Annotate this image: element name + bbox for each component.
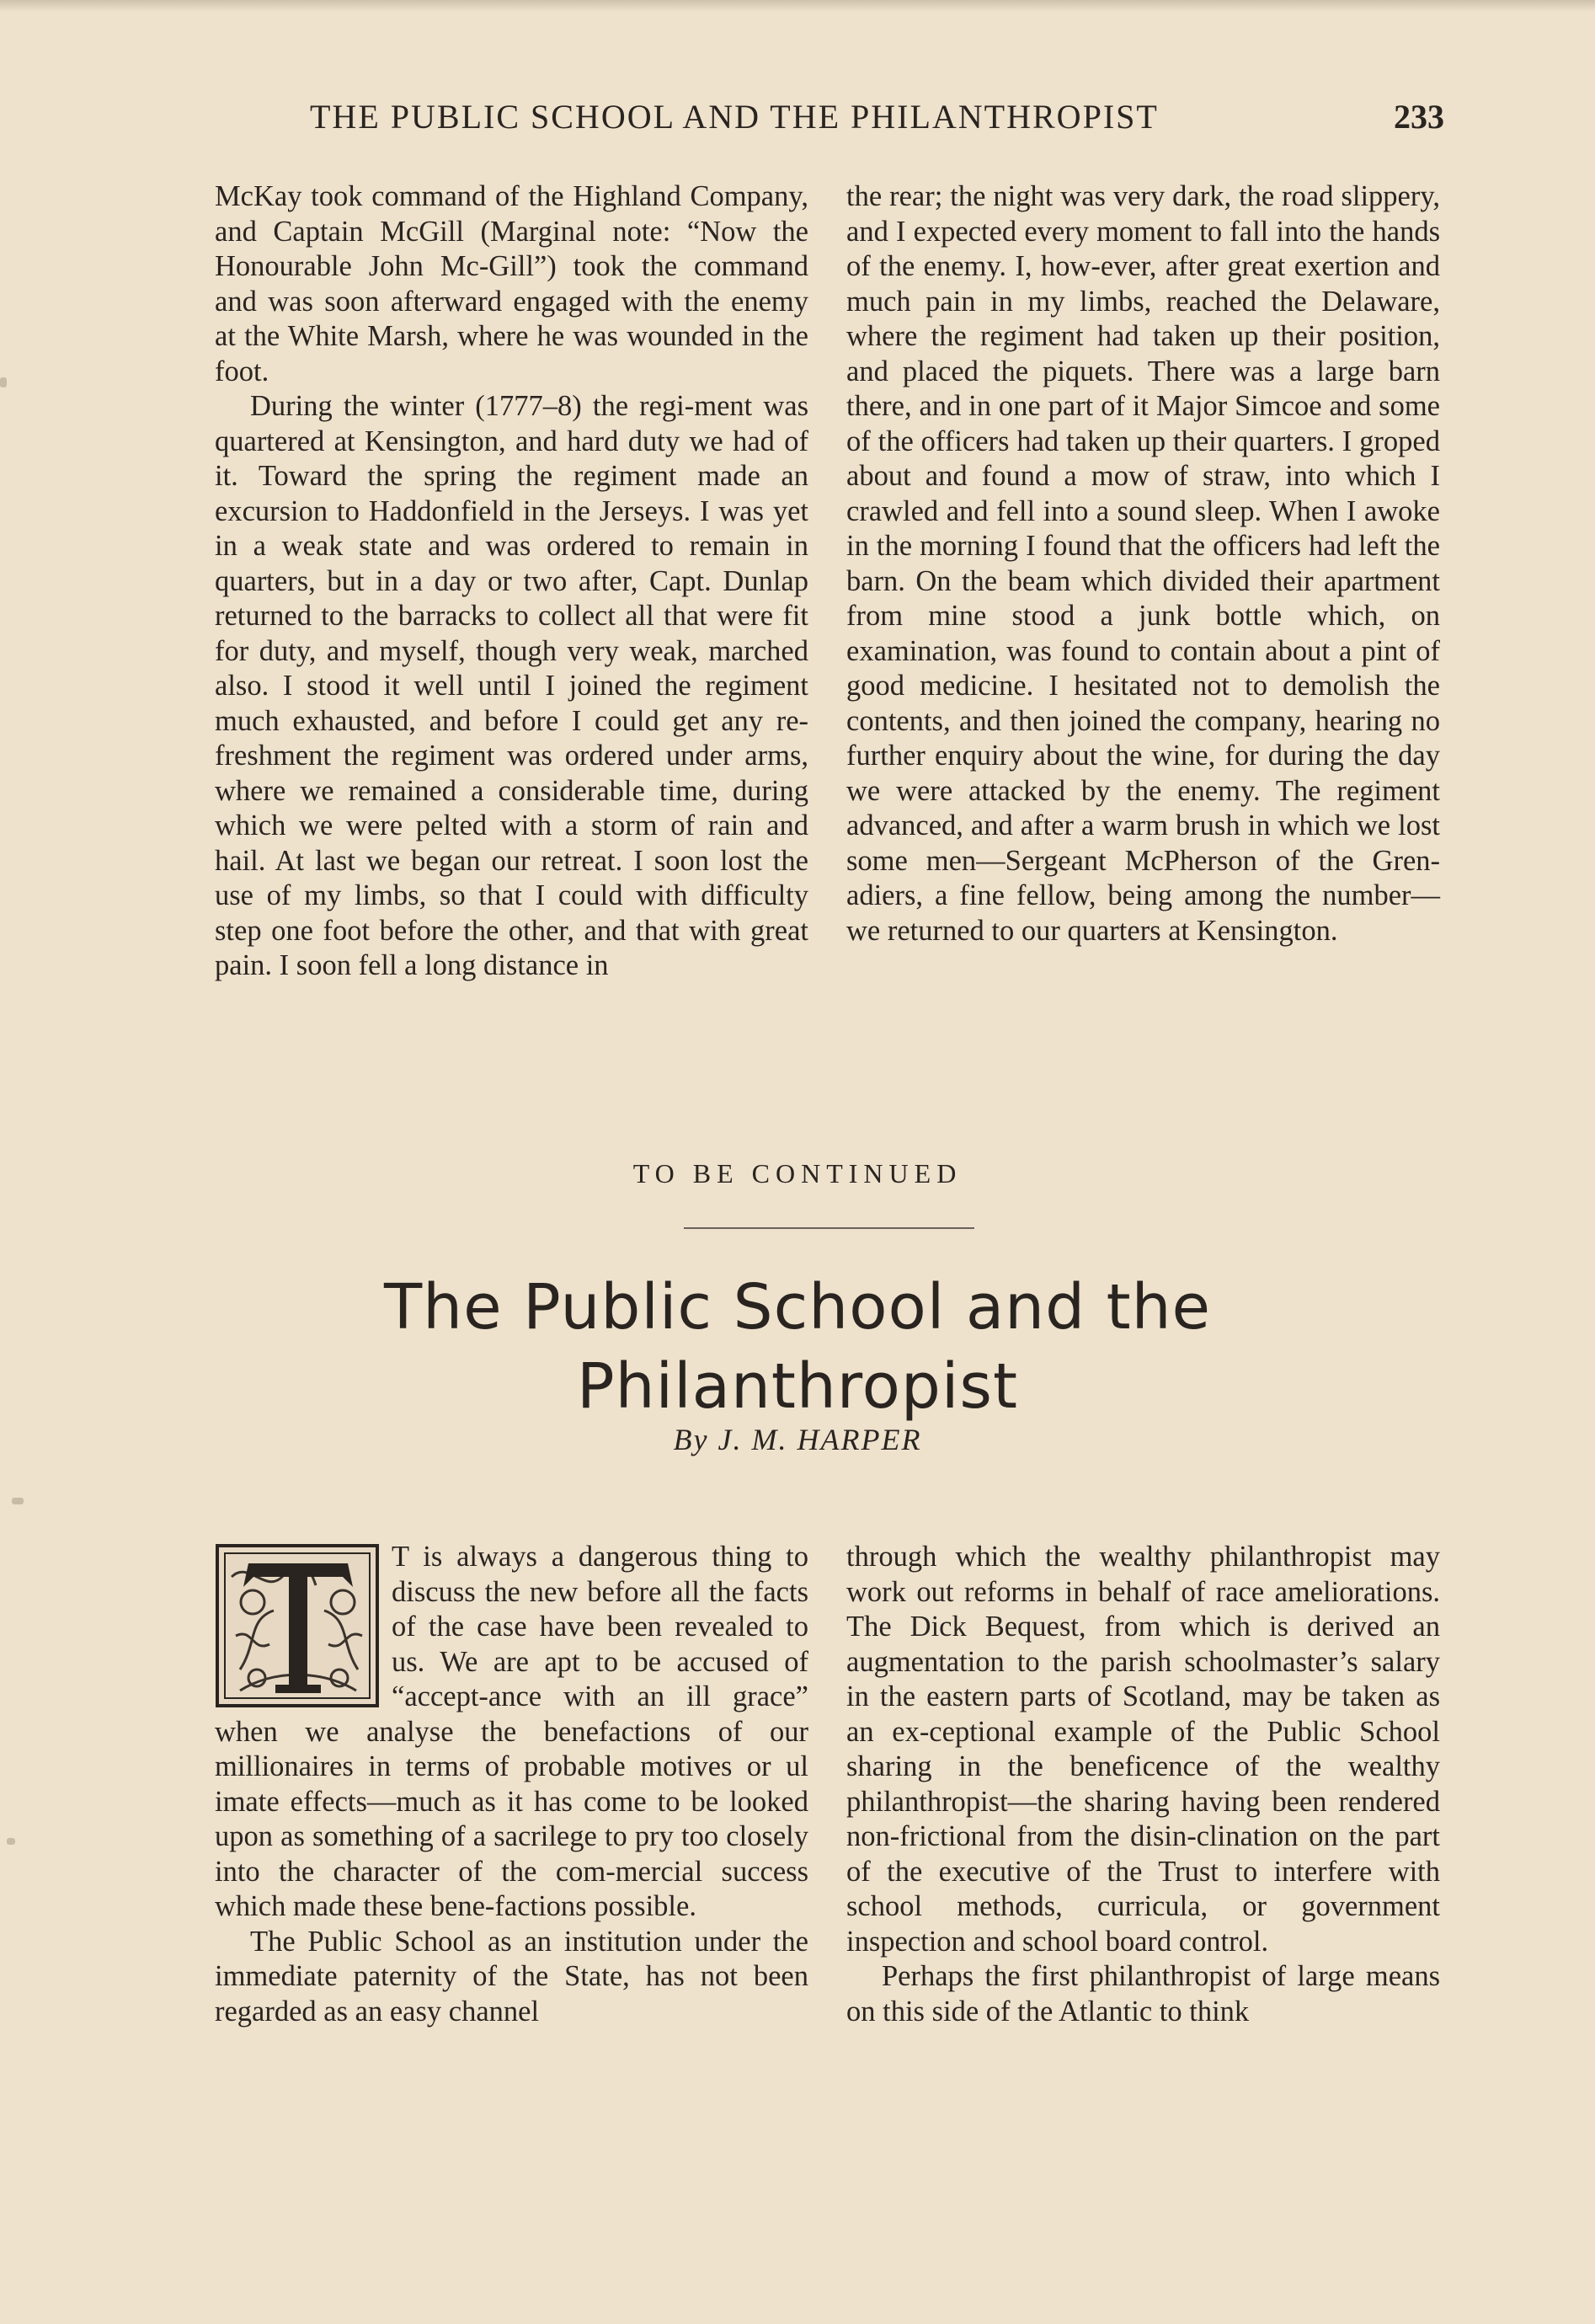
- column-lower-left: [215, 1540, 808, 2029]
- running-title: THE PUBLIC SCHOOL AND THE PHILANTHROPIST: [310, 98, 1159, 136]
- page-top-edge: [0, 0, 1595, 12]
- column-upper-right: [846, 179, 1440, 948]
- to-be-continued: TO BE CONTINUED: [632, 1158, 963, 1189]
- column-upper-left: [215, 179, 808, 984]
- margin-mark: [0, 377, 7, 387]
- paragraph: The Public School as an institution under the immediate paternity of the State, has not been regarded as an easy channel: [215, 1925, 808, 2027]
- page-number: 233: [1394, 98, 1444, 136]
- paragraph: McKay took command of the Highland Company, and Captain McGill (Marginal note: “Now the Honourable John Mc-Gill”) took the command and was soon afterward engaged with the enemy at the White Marsh, where he was wounded in the foot.: [215, 180, 808, 387]
- margin-mark: [7, 1838, 15, 1845]
- article-title: [0, 1268, 1595, 1426]
- article-title-line: The Public School and the: [383, 1271, 1212, 1344]
- column-lower-right: [846, 1540, 1440, 2029]
- paragraph: T is always a dangerous thing to discuss the new before all the facts of the case have been revealed to us. We are apt to be accused of “accept-ance with an ill grace” when we analyse the benefactions of our millionaires in terms of probable motives or ul imate effects—much as it has come to be looked upon as something of a sacrilege to pry too closely into the character of the com-mercial success which made these bene-factions possible.: [215, 1541, 808, 1922]
- margin-mark: [12, 1498, 24, 1504]
- paragraph: through which the wealthy philanthropist may work out reforms in behalf of race ameliorations. The Dick Bequest, from which is derived an augmentation to the parish schoolmaster’s salary in the eastern parts of Scotland, may be taken as an ex-ceptional example of the Public School sharing in the beneficence of the wealthy philanthropist—the sharing having been rendered non-frictional from the disin-clination on the part of the executive of the Trust to interfere with school methods, curricula, or government inspection and school board control.: [846, 1541, 1440, 1958]
- paragraph: Perhaps the first philanthropist of large means on this side of the Atlantic to think: [846, 1960, 1440, 2027]
- ornamental-initial-t-icon: [215, 1543, 380, 1708]
- paragraph: During the winter (1777–8) the regi-ment was quartered at Kensington, and hard duty we had of it. Toward the spring the regiment made an excursion to Haddonfield in the Jerseys. I was yet in a weak state and was ordered to remain in quarters, but in a day or two after, Capt. Dunlap returned to the barracks to collect all that were fit for duty, and myself, though very weak, marched also. I stood it well until I joined the regiment much exhausted, and before I could get any re-freshment the regiment was ordered under arms, where we remained a considerable time, during which we were pelted with a storm of rain and hail. At last we began our retreat. I soon lost the use of my limbs, so that I could with difficulty step one foot before the other, and that with great pain. I soon fell a long distance in: [215, 390, 808, 981]
- running-header: [211, 97, 1444, 147]
- byline: By J. M. HARPER: [673, 1423, 922, 1456]
- paragraph: the rear; the night was very dark, the road slippery, and I expected every moment to fall into the hands of the enemy. I, how-ever, after great exertion and much pain in my limbs, reached the Delaware, where the regiment had taken up their position, and placed the piquets. There was a large barn there, and in one part of it Major Simcoe and some of the officers had taken up their quarters. I groped about and found a mow of straw, into which I crawled and fell into a sound sleep. When I awoke in the morning I found that the officers had left the barn. On the beam which divided their apartment from mine stood a junk bottle which, on examination, was found to contain about a pint of good medicine. I hesitated not to demolish the contents, and then joined the company, hearing no further enquiry about the wine, for during the day we were attacked by the enemy. The regiment advanced, and after a warm brush in which we lost some men—Sergeant McPherson of the Gren-adiers, a fine fellow, being among the number—we returned to our quarters at Kensington.: [846, 180, 1440, 947]
- section-divider: [684, 1227, 974, 1229]
- article-title-line: Philanthropist: [577, 1350, 1018, 1423]
